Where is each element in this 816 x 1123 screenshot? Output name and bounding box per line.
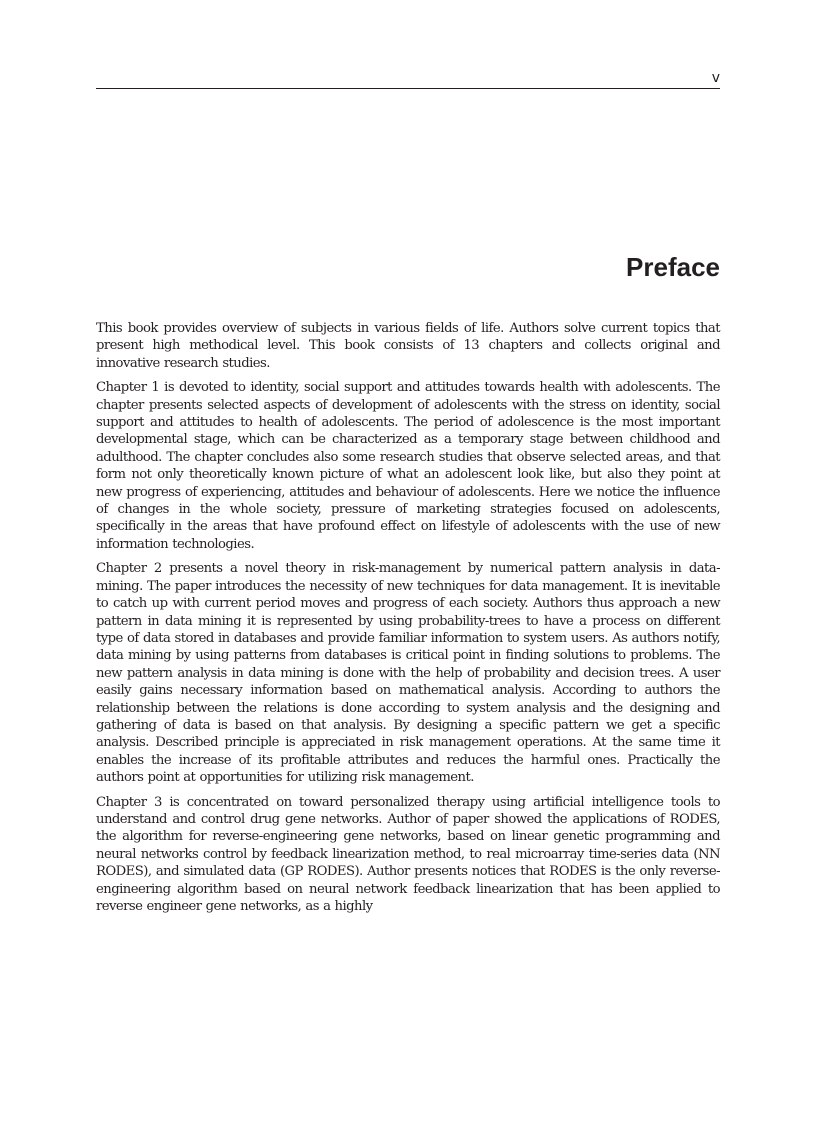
body-text xyxy=(96,320,720,922)
page-number: v xyxy=(711,70,720,86)
paragraph-intro: This book provides overview of subjects in various fields of life. Authors solve current topics that present high methodical level. This book consists of 13 chapters and collects original and innovative research studies. xyxy=(96,321,720,371)
page-title: Preface xyxy=(626,252,720,282)
header-rule xyxy=(96,88,720,89)
paragraph-chapter-3: Chapter 3 is concentrated on toward personalized therapy using artificial intelligence tools to understand and control drug gene networks. Author of paper showed the applications of RODES, the algorithm for reverse-engineering gene networks, based on linear genetic programming and neural networks control by feedback linearization method, to real microarray time-series data (NN RODES), and simulated data (GP RODES). Author presents notices that RODES is the only reverse-engineering algorithm based on neural network feedback linearization that has been applied to reverse engineer gene networks, as a highly xyxy=(96,794,720,914)
paragraph-chapter-1: Chapter 1 is devoted to identity, social support and attitudes towards health with adolescents. The chapter presents selected aspects of development of adolescents with the stress on identity, social support and attitudes to health of adolescents. The period of adolescence is the most important developmental stage, which can be characterized as a temporary stage between childhood and adulthood. The chapter concludes also some research studies that observe selected areas, and that form not only theoretically known picture of what an adolescent look like, but also they point at new progress of experiencing, attitudes and behaviour of adolescents. Here we notice the influence of changes in the whole society, pressure of marketing strategies focused on adolescents, specifically in the areas that have profound effect on lifestyle of adolescents with the use of new information technologies. xyxy=(96,380,720,552)
paragraph-chapter-2: Chapter 2 presents a novel theory in risk-management by numerical pattern analysis in data-mining. The paper introduces the necessity of new techniques for data management. It is inevitable to catch up with current period moves and progress of each society. Authors thus approach a new pattern in data mining it is represented by using probability-trees to have a process on different type of data stored in databases and provide familiar information to system users. As authors notify, data mining by using patterns from databases is critical point in finding solutions to problems. The new pattern analysis in data mining is done with the help of probability and decision trees. A user easily gains necessary information based on mathematical analysis. According to authors the relationship between the relations is done according to system analysis and the designing and gathering of data is based on that analysis. By designing a specific pattern we get a specific analysis. Described principle is appreciated in risk management operations. At the same time it enables the increase of its profitable attributes and reduces the harmful ones. Practically the authors point at opportunities for utilizing risk management. xyxy=(96,561,720,786)
